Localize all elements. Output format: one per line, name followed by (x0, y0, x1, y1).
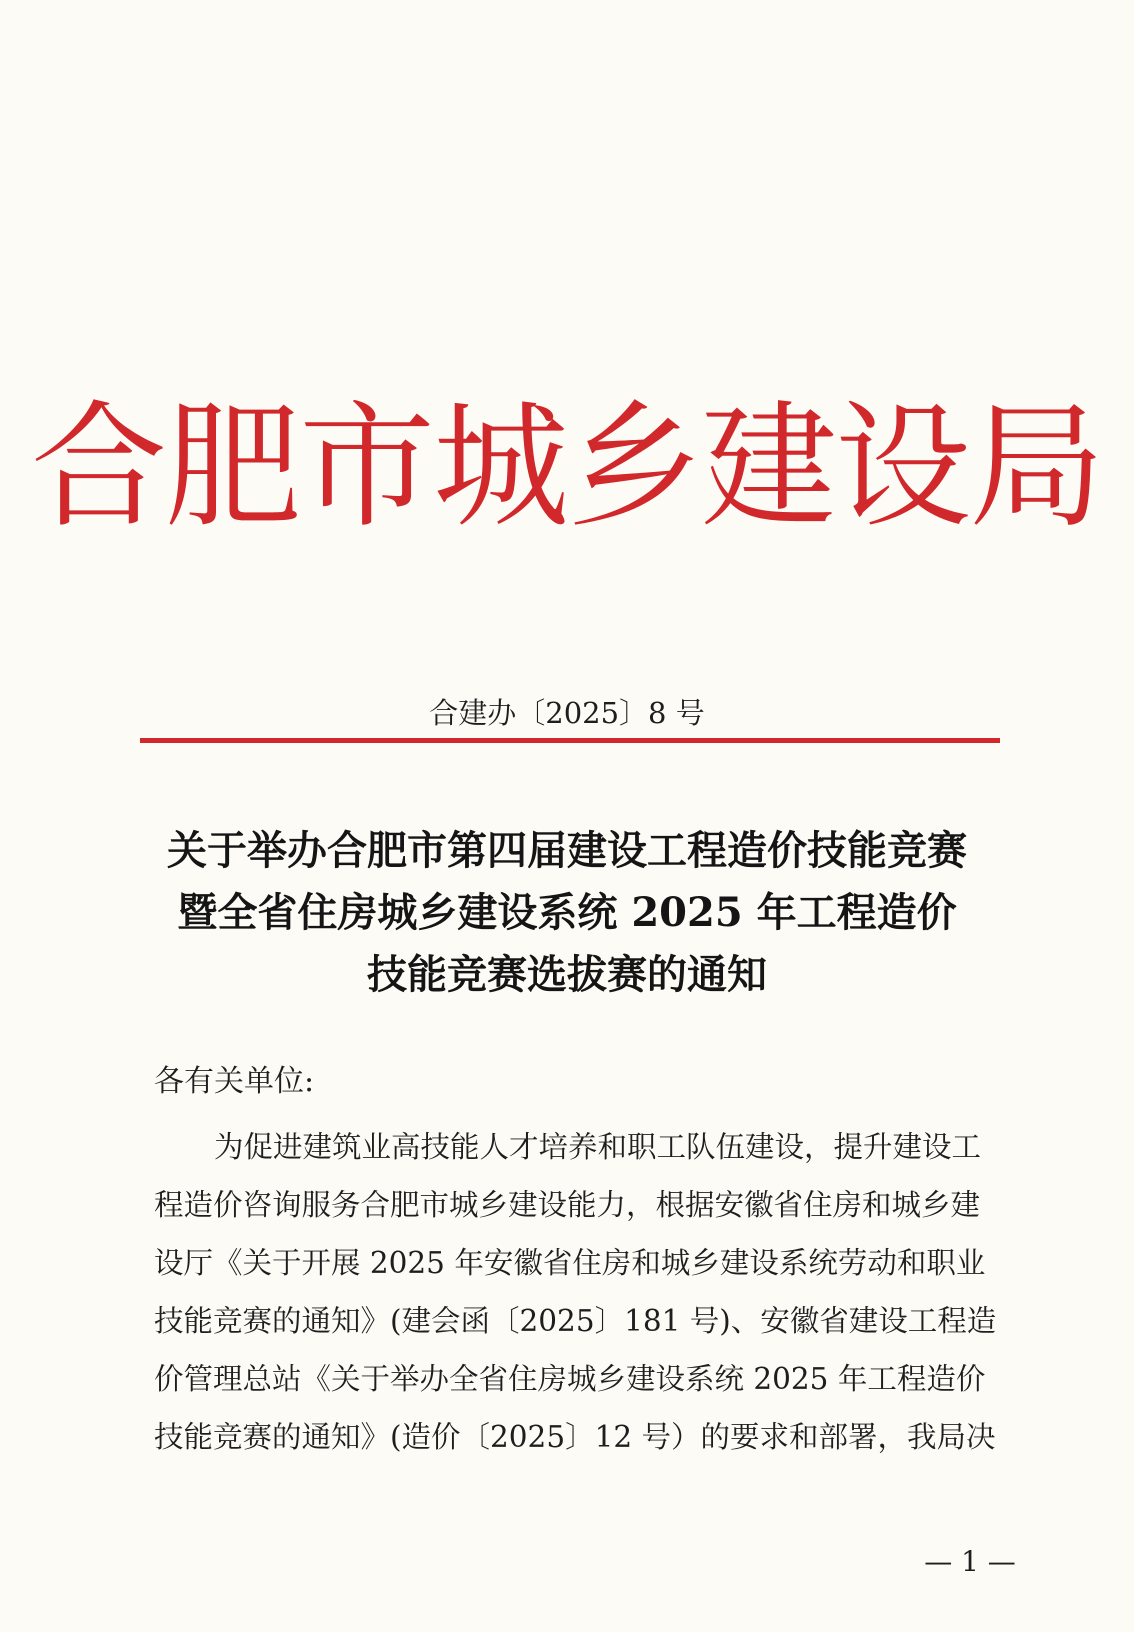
title-line: 技能竞赛选拔赛的通知 (367, 951, 767, 998)
body-line: 技能竞赛的通知》(建会函〔2025〕181 号)、安徽省建设工程造 (154, 1304, 997, 1338)
body-line: 程造价咨询服务合肥市城乡建设能力，根据安徽省住房和城乡建 (154, 1188, 981, 1222)
title-line: 暨全省住房城乡建设系统 2025 年工程造价 (177, 889, 957, 936)
body-line: 价管理总站《关于举办全省住房城乡建设系统 2025 年工程造价 (154, 1362, 986, 1396)
issuer-masthead: 合肥市城乡建设局 (31, 389, 1103, 547)
salutation: 各有关单位: (154, 1064, 315, 1099)
body-line: 技能竞赛的通知》(造价〔2025〕12 号）的要求和部署，我局决 (154, 1420, 996, 1454)
document-number: 合建办〔2025〕8 号 (429, 696, 705, 730)
title-line: 关于举办合肥市第四届建设工程造价技能竞赛 (167, 827, 967, 874)
red-divider-line (140, 738, 1000, 743)
body-paragraph (154, 1118, 1014, 1466)
page-number: — 1 — (924, 1545, 1016, 1578)
document-title (0, 820, 1134, 1006)
body-line: 为促进建筑业高技能人才培养和职工队伍建设，提升建设工 (214, 1130, 982, 1164)
body-line: 设厅《关于开展 2025 年安徽省住房和城乡建设系统劳动和职业 (154, 1246, 986, 1280)
